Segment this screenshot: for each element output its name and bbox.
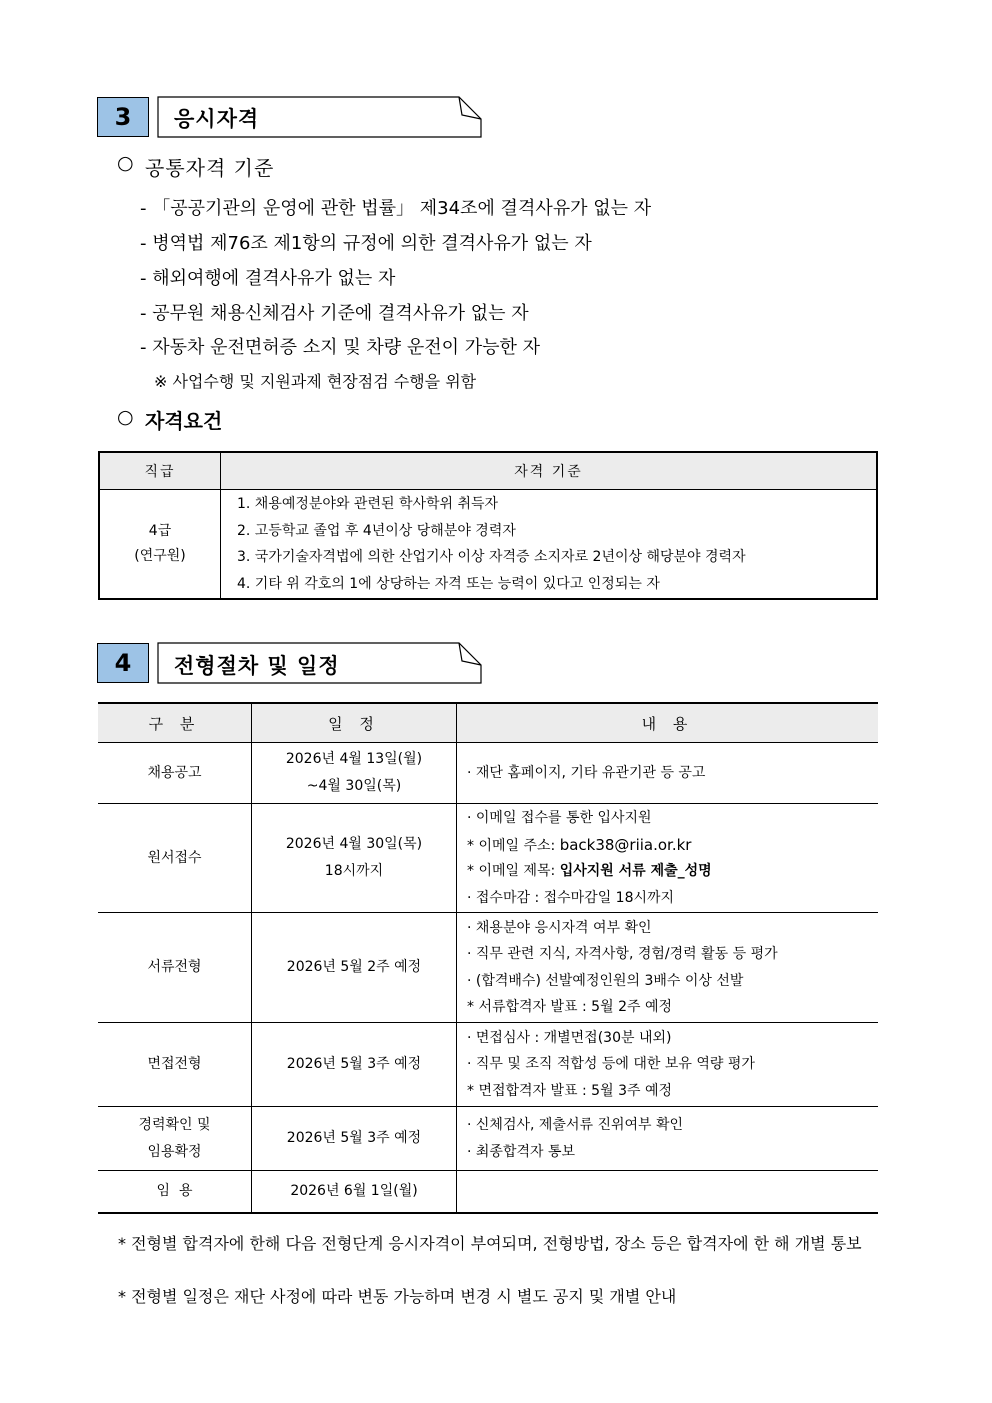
date-cell: 2026년 5월 2주 예정 [252,913,457,1023]
criteria-cell [221,490,878,600]
section-4-title: 전형절차 및 일정 [174,654,340,678]
table-row [98,1171,878,1213]
criteria-item: 3. 국가기술자격법에 의한 산업기사 이상 자격증 소지자로 2년이상 해당분야 경력자 [237,549,746,565]
table-header-row [99,452,877,490]
grade-cell [99,490,221,600]
date-cell: 2026년 4월 13일(월) ~4월 30일(목) [252,743,457,804]
footnote: * 전형별 일정은 재단 사정에 따라 변동 가능하며 변경 시 별도 공지 및 개별 안내 [118,1287,677,1306]
content-cell: · 재단 홈페이지, 기타 유관기관 등 공고 [457,743,879,804]
stage-cell: 면접전형 [98,1023,252,1107]
email-subject: 입사지원 서류 제출_성명 [559,863,712,879]
content-cell: · 채용분야 응시자격 여부 확인 · 직무 관련 지식, 자격사항, 경험/경력 활동 등 평가 · (합격배수) 선발예정인원의 3배수 이상 선발 * 서류합격자 발표 : 5월 2주 예정 [457,913,879,1023]
section-3-number: 3 [97,97,149,137]
table-row [98,804,878,913]
requirements-bullet: ○ [117,406,134,428]
column-header: 자격 기준 [221,452,878,490]
list-item: - 「공공기관의 운영에 관한 법률」 제34조에 결격사유가 없는 자 [140,198,652,219]
requirements-heading: 자격요건 [145,409,223,433]
column-header: 내 용 [457,703,879,743]
grade-name: 4급 [148,523,172,539]
date-cell: 2026년 6월 1일(월) [252,1171,457,1213]
footnote: * 전형별 합격자에 한해 다음 전형단계 응시자격이 부여되며, 전형방법, 장소 등은 합격자에 한 해 개별 통보 [118,1234,862,1253]
stage-cell: 임 용 [98,1171,252,1213]
stage-cell: 원서접수 [98,804,252,913]
list-item: - 자동차 운전면허증 소지 및 차량 운전이 가능한 자 [140,337,541,358]
email-address: back38@riia.or.kr [559,835,692,854]
common-note: ※ 사업수행 및 지원과제 현장점검 수행을 위함 [154,372,477,391]
date-cell: 2026년 5월 3주 예정 [252,1023,457,1107]
grade-role: (연구원) [134,548,186,564]
table-row [98,1023,878,1107]
stage-cell: 서류전형 [98,913,252,1023]
date-cell: 2026년 4월 30일(목) 18시까지 [252,804,457,913]
stage-cell: 경력확인 및 임용확정 [98,1107,252,1171]
section-4-number: 4 [97,643,149,683]
list-item: - 해외여행에 결격사유가 없는 자 [140,268,396,289]
section-3-title: 응시자격 [174,107,260,131]
criteria-item: 2. 고등학교 졸업 후 4년이상 당해분야 경력자 [237,522,516,539]
content-cell: · 신체검사, 제출서류 진위여부 확인 · 최종합격자 통보 [457,1107,879,1171]
table-row [98,1107,878,1171]
criteria-item: 4. 기타 위 각호의 1에 상당하는 자격 또는 능력이 있다고 인정되는 자 [237,575,660,592]
criteria-item: 1. 채용예정분야와 관련된 학사학위 취득자 [237,496,499,512]
common-heading: 공통자격 기준 [145,156,275,180]
schedule-table [98,702,878,1214]
table-row [98,913,878,1023]
table-row [99,490,877,600]
stage-cell: 채용공고 [98,743,252,804]
table-row [98,743,878,804]
content-cell [457,1171,879,1213]
qualification-table [98,451,878,600]
content-cell: · 이메일 접수를 통한 입사지원 * 이메일 주소: back38@riia.or.kr * 이메일 제목: 입사지원 서류 제출_성명 · 접수마감 : 접수마감일 18시까지 [457,804,879,913]
list-item: - 공무원 채용신체검사 기준에 결격사유가 없는 자 [140,303,529,324]
date-cell: 2026년 5월 3주 예정 [252,1107,457,1171]
table-header-row [98,703,878,743]
content-cell: · 면접심사 : 개별면접(30분 내외) · 직무 및 조직 적합성 등에 대한 보유 역량 평가 * 면접합격자 발표 : 5월 3주 예정 [457,1023,879,1107]
list-item: - 병역법 제76조 제1항의 규정에 의한 결격사유가 없는 자 [140,233,592,254]
column-header: 일 정 [252,703,457,743]
column-header: 직급 [99,452,221,490]
common-bullet: ○ [117,152,134,174]
column-header: 구 분 [98,703,252,743]
